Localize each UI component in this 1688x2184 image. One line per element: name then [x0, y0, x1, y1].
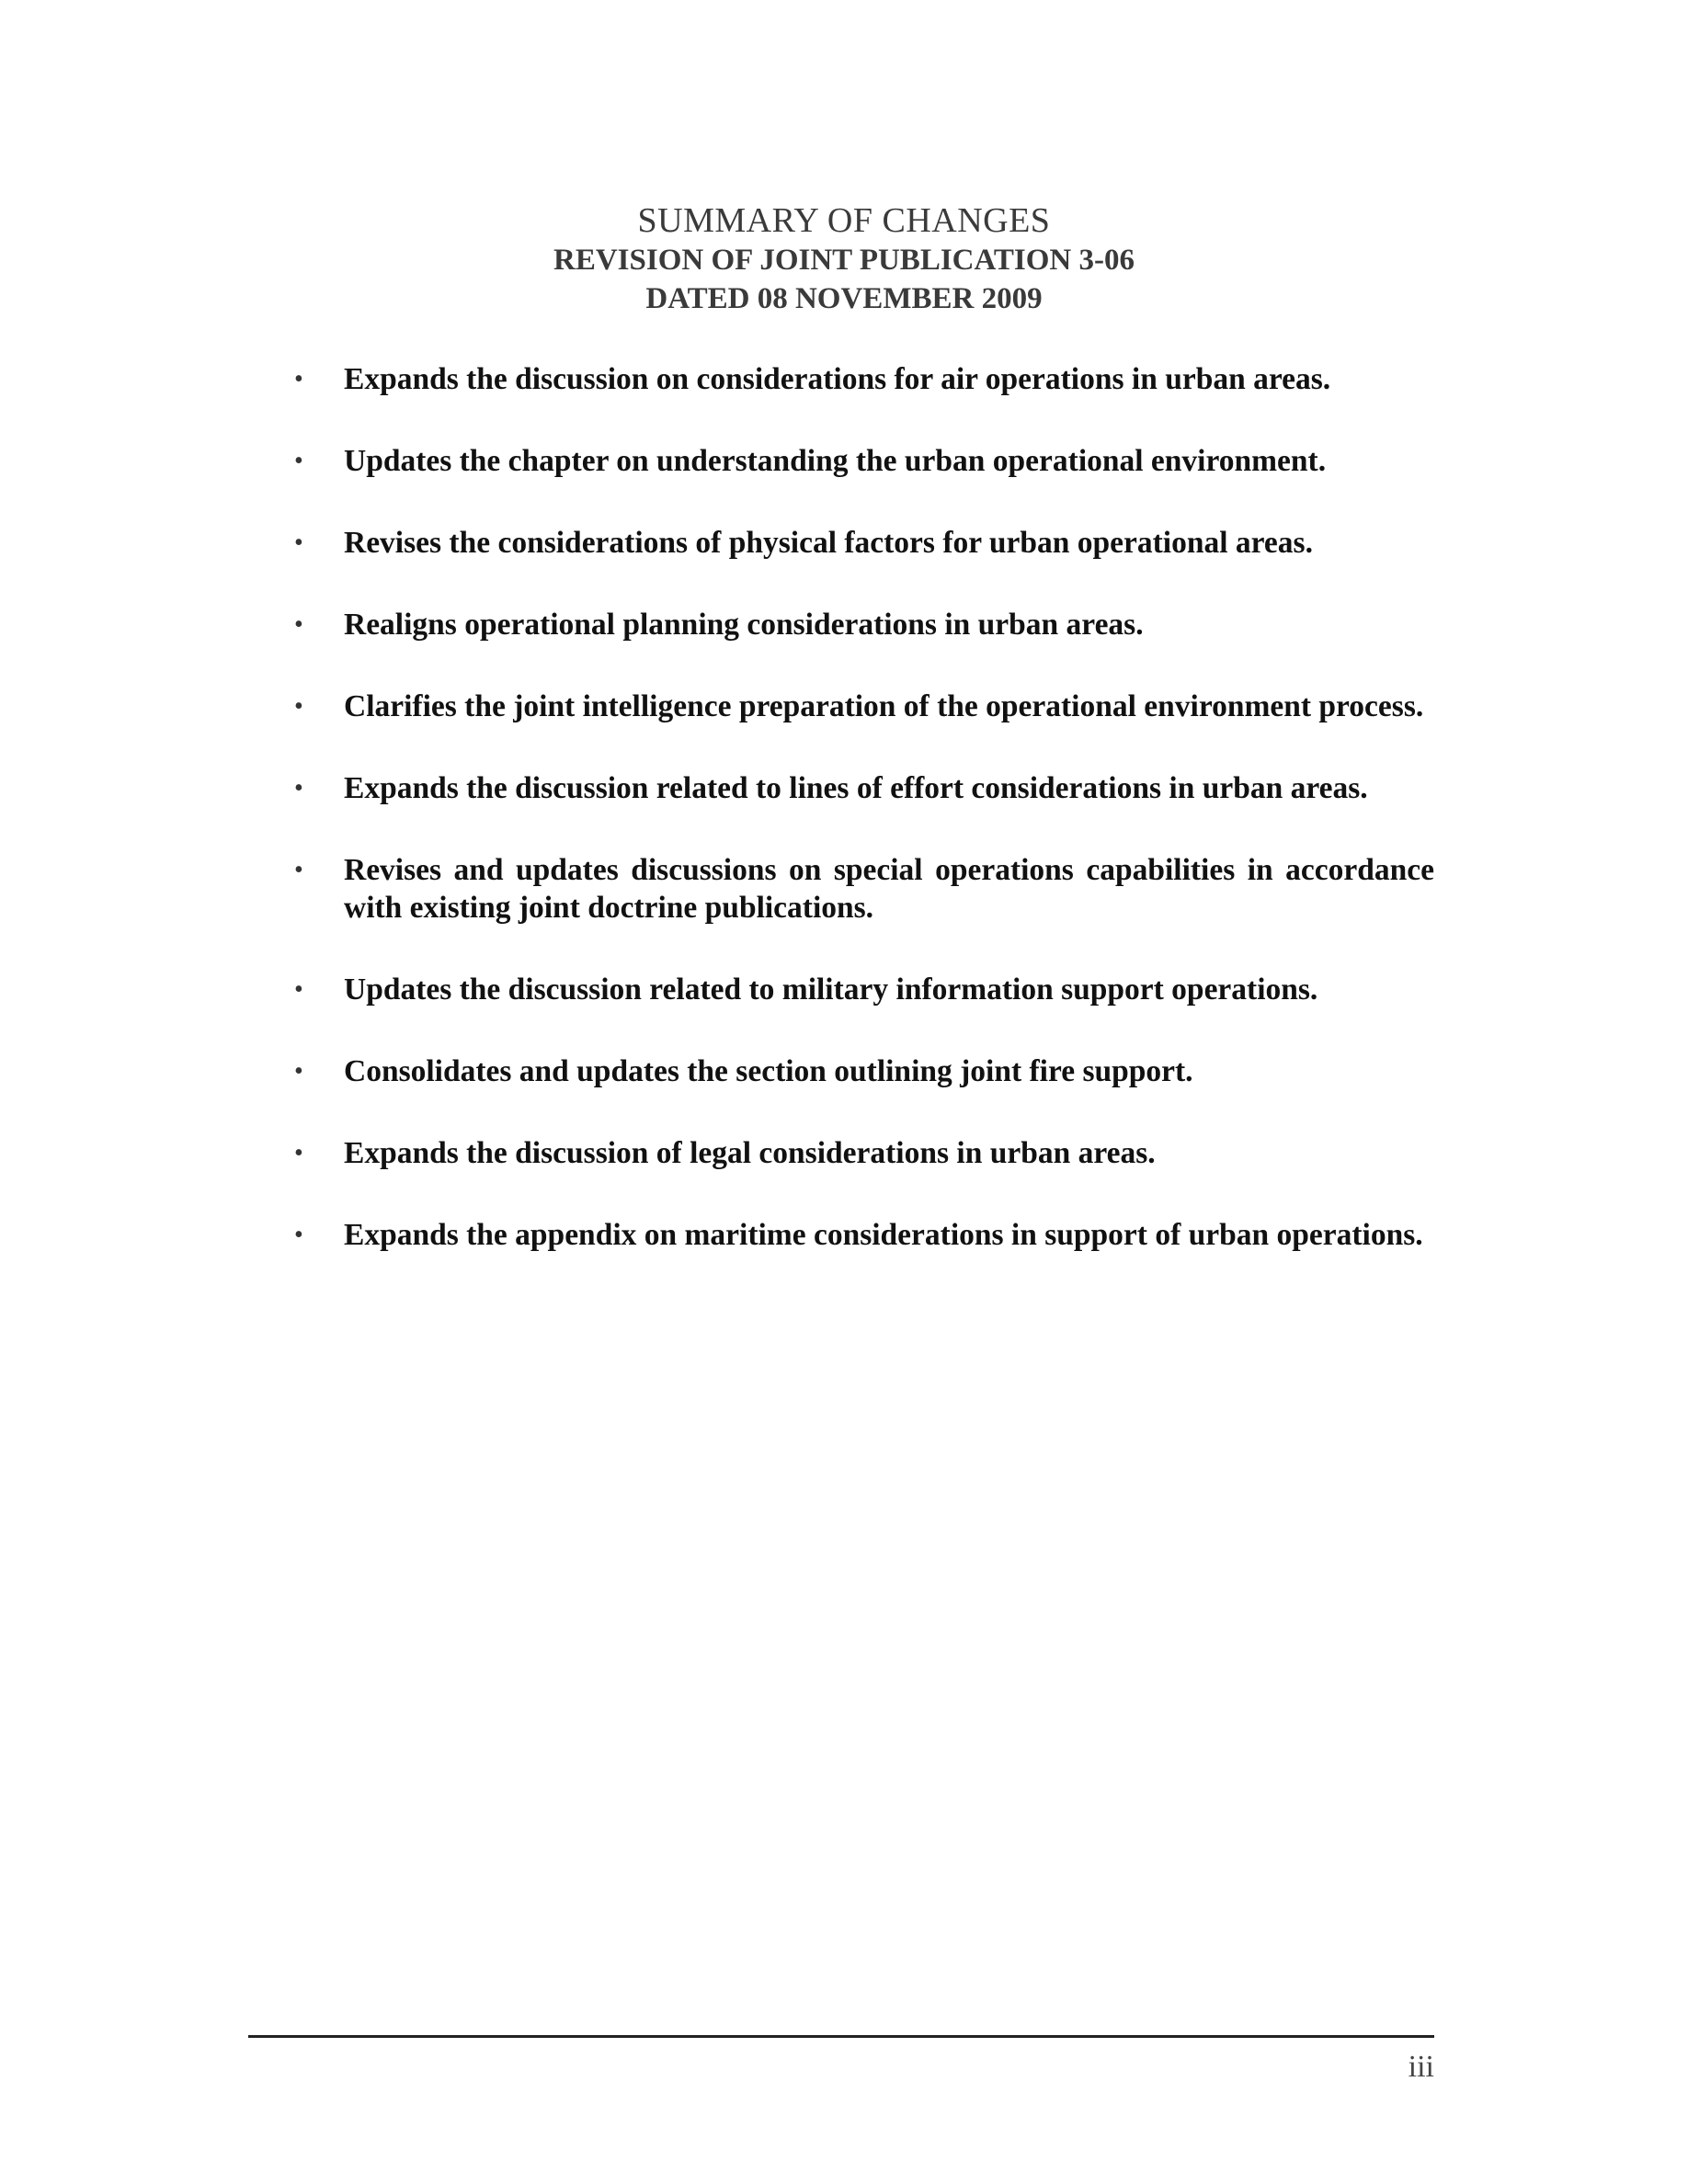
change-text: Updates the discussion related to military information support operations. — [344, 973, 1318, 1007]
change-text: Expands the appendix on maritime considerations in support of urban operations. — [344, 1218, 1423, 1252]
footer-divider — [248, 2035, 1434, 2038]
change-text: Revises and updates discussions on special operations capabilities in accordance with existing joint doctrine publications. — [344, 853, 1434, 925]
bullet-icon: • — [294, 610, 303, 639]
bullet-icon: • — [294, 692, 303, 721]
change-text: Expands the discussion related to lines of effort considerations in urban areas. — [344, 771, 1368, 805]
change-item — [292, 851, 1434, 927]
bullet-icon: • — [294, 529, 303, 557]
bullet-icon: • — [294, 856, 303, 884]
change-item — [292, 1216, 1434, 1254]
change-item — [292, 971, 1434, 1008]
bullet-icon: • — [294, 975, 303, 1004]
bullet-icon: • — [294, 774, 303, 802]
bullet-icon: • — [294, 447, 303, 475]
bullet-icon: • — [294, 1057, 303, 1086]
change-text: Expands the discussion on considerations for air operations in urban areas. — [344, 362, 1331, 396]
change-item — [292, 1052, 1434, 1090]
revision-subtitle: REVISION OF JOINT PUBLICATION 3-06 — [553, 244, 1135, 277]
change-item — [292, 1134, 1434, 1172]
changes-list — [292, 360, 1434, 1298]
change-item — [292, 769, 1434, 807]
bullet-icon: • — [294, 1139, 303, 1167]
page-title: SUMMARY OF CHANGES — [637, 201, 1051, 240]
bullet-icon: • — [294, 1221, 303, 1249]
change-item — [292, 524, 1434, 562]
change-item — [292, 688, 1434, 725]
bullet-icon: • — [294, 365, 303, 393]
change-text: Consolidates and updates the section outlining joint fire support. — [344, 1054, 1193, 1088]
change-text: Realigns operational planning considerations in urban areas. — [344, 608, 1144, 642]
page-number: iii — [1408, 2050, 1434, 2084]
change-item — [292, 606, 1434, 643]
change-item — [292, 442, 1434, 480]
change-item — [292, 360, 1434, 398]
change-text: Clarifies the joint intelligence preparation of the operational environment process. — [344, 689, 1424, 723]
change-text: Updates the chapter on understanding the urban operational environment. — [344, 444, 1327, 478]
change-text: Revises the considerations of physical factors for urban operational areas. — [344, 526, 1313, 560]
change-text: Expands the discussion of legal considerations in urban areas. — [344, 1136, 1156, 1170]
dated-subtitle: DATED 08 NOVEMBER 2009 — [645, 282, 1043, 315]
summary-header — [0, 200, 1688, 318]
